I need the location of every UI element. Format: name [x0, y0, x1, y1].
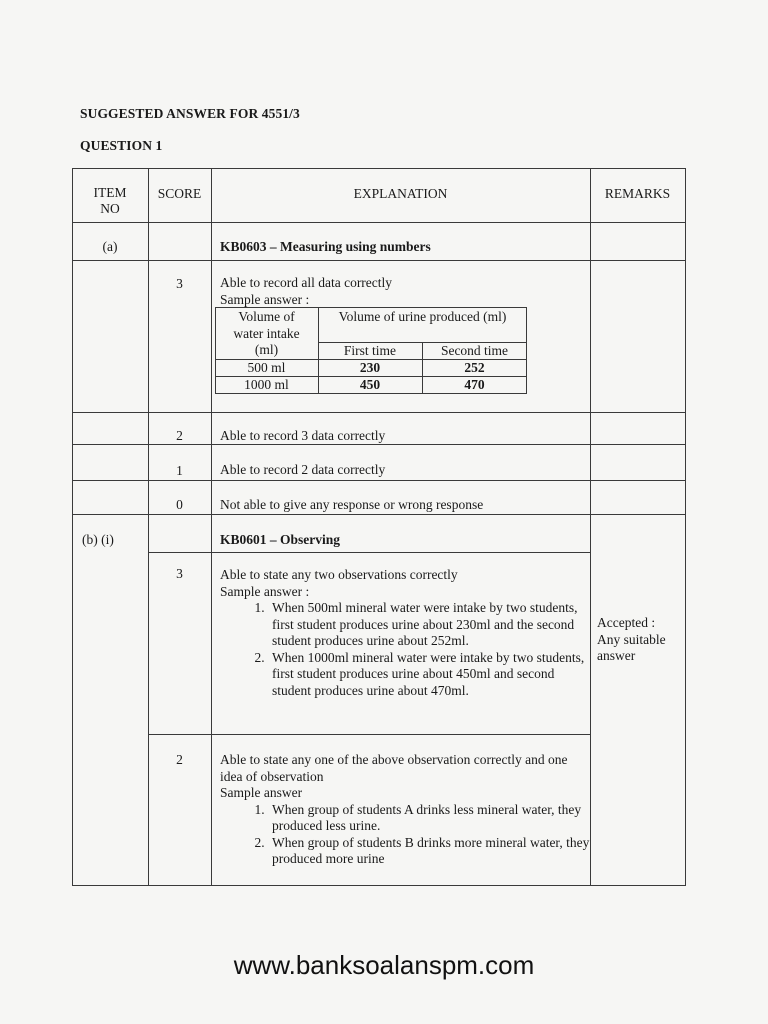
table-row: 1000 ml [244, 377, 289, 392]
item-b-i: (b) (i) [82, 532, 114, 547]
list-item: 1. When group of students A drinks less mineral water, they produced less urine. [268, 802, 590, 835]
header-item-no: ITEM NO [93, 185, 127, 216]
inner-col-intake-header: Volume of water intake (ml) [233, 309, 300, 357]
score-a-2-criteria: Able to record 3 data correctly [220, 428, 386, 443]
row-line [72, 222, 686, 223]
table-row: 500 ml [247, 360, 286, 375]
col-divider-3 [590, 168, 591, 886]
item-a: (a) [102, 239, 118, 254]
row-line [148, 734, 590, 735]
table-border-top [72, 168, 686, 169]
header-score: SCORE [157, 186, 202, 201]
score-a-2: 2 [176, 428, 183, 443]
score-a-3-criteria: Able to record all data correctly Sample answer : [220, 275, 393, 307]
table-border-bottom [72, 885, 686, 886]
remarks-accepted: Accepted : Any suitable answer [597, 615, 666, 663]
score-a-1-criteria: Able to record 2 data correctly [220, 462, 386, 477]
sample-data-table [215, 307, 527, 394]
row-line [72, 260, 686, 261]
score-b-3-criteria: Able to state any two observations correctly Sample answer : 1. When 500ml mineral water were intake by two students, first student produces urine about 230ml and the second student produces urine about 252ml. 2. When 1000ml mineral water were intake by two students, first student produces urine about 450ml and second student produces urine about 470ml. [220, 567, 580, 699]
table-row: 470 [464, 377, 485, 392]
row-line [72, 514, 686, 515]
col-divider-2 [211, 168, 212, 886]
skill-a: KB0603 – Measuring using numbers [220, 239, 431, 254]
score-a-1: 1 [176, 463, 183, 478]
score-a-3: 3 [176, 276, 183, 291]
table-row: 450 [359, 377, 381, 392]
table-border-left [72, 168, 73, 886]
score-b-3: 3 [176, 566, 183, 581]
inner-col-urine-header: Volume of urine produced (ml) [338, 309, 507, 324]
header-remarks: REMARKS [604, 186, 671, 201]
list-item: 2. When group of students B drinks more mineral water, they produced more urine [268, 835, 590, 868]
score-a-0-criteria: Not able to give any response or wrong response [220, 497, 484, 512]
table-row: 230 [359, 360, 381, 375]
row-line [72, 412, 686, 413]
website-url: www.banksoalanspm.com [233, 950, 535, 980]
inner-sub-first: First time [343, 343, 397, 358]
row-line [148, 552, 590, 553]
question-heading: QUESTION 1 [80, 138, 163, 153]
table-row: 252 [464, 360, 485, 375]
skill-b: KB0601 – Observing [220, 532, 341, 547]
inner-sub-second: Second time [440, 343, 509, 358]
table-border-right [685, 168, 686, 886]
header-explanation: EXPLANATION [353, 186, 448, 201]
document-title: SUGGESTED ANSWER FOR 4551/3 [80, 106, 300, 121]
list-item: 2. When 1000ml mineral water were intake by two students, first student produces urine about 450ml and second student produces urine about 470ml. [268, 650, 590, 700]
score-a-0: 0 [176, 497, 183, 512]
score-b-2-criteria: Able to state any one of the above observation correctly and one idea of observation Sample answer 1. When group of students A drinks less mineral water, they produced less urine. 2. When group of students B drinks more mineral water, they produced more urine [220, 752, 580, 868]
row-line [72, 480, 686, 481]
score-b-2: 2 [176, 752, 183, 767]
answer-table [72, 168, 686, 886]
list-item: 1. When 500ml mineral water were intake by two students, first student produces urine about 230ml and the second student produces urine about 252ml. [268, 600, 590, 650]
